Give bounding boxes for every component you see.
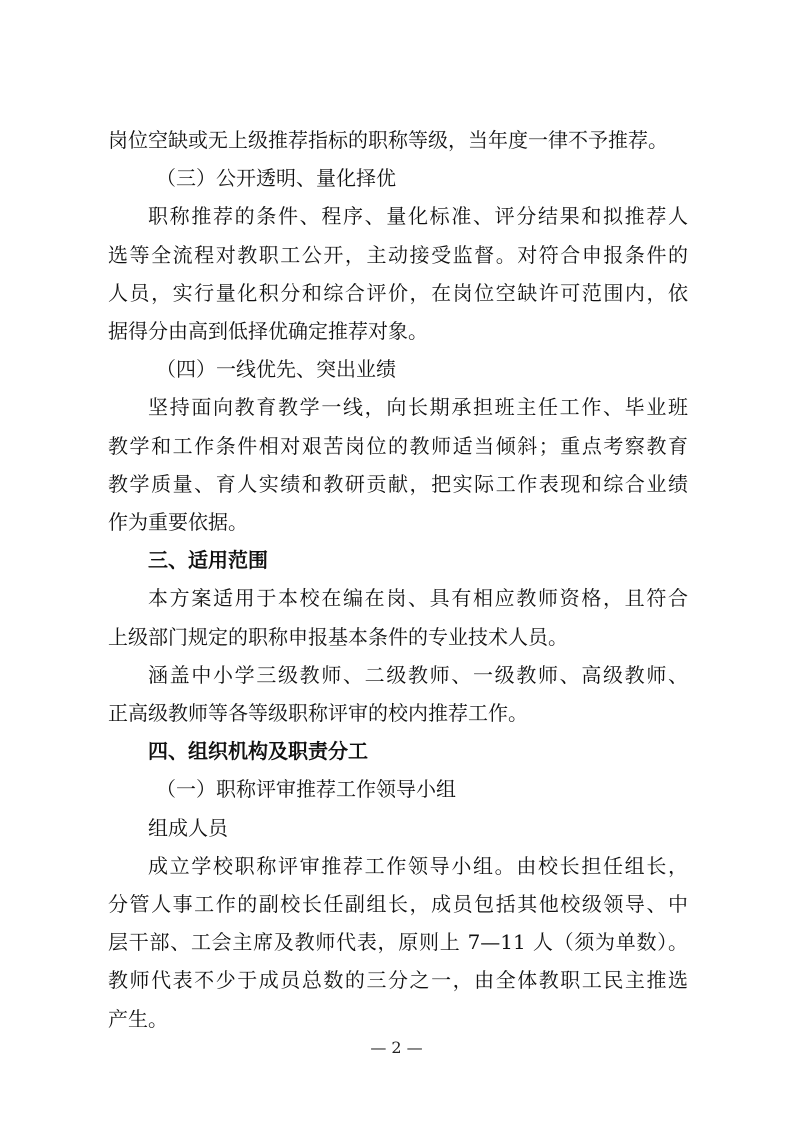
body-line: 据得分由高到低择优确定推荐对象。 (108, 319, 428, 343)
body-line: 岗位空缺或无上级推荐指标的职称等级，当年度一律不予推荐。 (108, 128, 668, 152)
paragraph-first-line: 本方案适用于本校在编在岗、具有相应教师资格，且符合 (148, 586, 688, 611)
section-heading: 三、适用范围 (148, 548, 268, 573)
body-line: 作为重要依据。 (108, 510, 248, 534)
paragraph-first-line: 职称推荐的条件、程序、量化标准、评分结果和拟推荐人 (148, 204, 688, 229)
body-line: 选等全流程对教职工公开，主动接受监督。对符合申报条件的 (108, 242, 688, 267)
body-line: 上级部门规定的职称申报基本条件的专业技术人员。 (108, 624, 568, 649)
body-line: 分管人事工作的副校长任副组长，成员包括其他校级领导、中 (108, 892, 688, 916)
body-line: 层干部、工会主席及教师代表，原则上 7—11 人（须为单数）。 (108, 930, 688, 955)
body-line: 正高级教师等各等级职称评审的校内推荐工作。 (108, 701, 528, 725)
body-line: 人员，实行量化积分和综合评价，在岗位空缺许可范围内，依 (108, 280, 688, 305)
section-heading: 四、组织机构及职责分工 (148, 739, 368, 764)
section-subheading: （三）公开透明、量化择优 (156, 166, 396, 191)
page-number: — 2 — (370, 1038, 423, 1057)
paragraph-label: 组成人员 (148, 815, 228, 840)
body-line: 教学和工作条件相对艰苦岗位的教师适当倾斜；重点考察教育 (108, 433, 688, 458)
paragraph-first-line: 坚持面向教育教学一线，向长期承担班主任工作、毕业班 (148, 395, 688, 420)
body-line: 教师代表不少于成员总数的三分之一，由全体教职工民主推选 (108, 968, 688, 993)
paragraph-first-line: 成立学校职称评审推荐工作领导小组。由校长担任组长， (148, 853, 688, 878)
section-subheading: （一）职称评审推荐工作领导小组 (156, 777, 456, 802)
body-line: 产生。 (108, 1006, 168, 1031)
body-line: 教学质量、育人实绩和教研贡献，把实际工作表现和综合业绩 (108, 471, 688, 496)
paragraph-first-line: 涵盖中小学三级教师、二级教师、一级教师、高级教师、 (148, 662, 688, 687)
section-subheading: （四）一线优先、突出业绩 (156, 357, 396, 382)
